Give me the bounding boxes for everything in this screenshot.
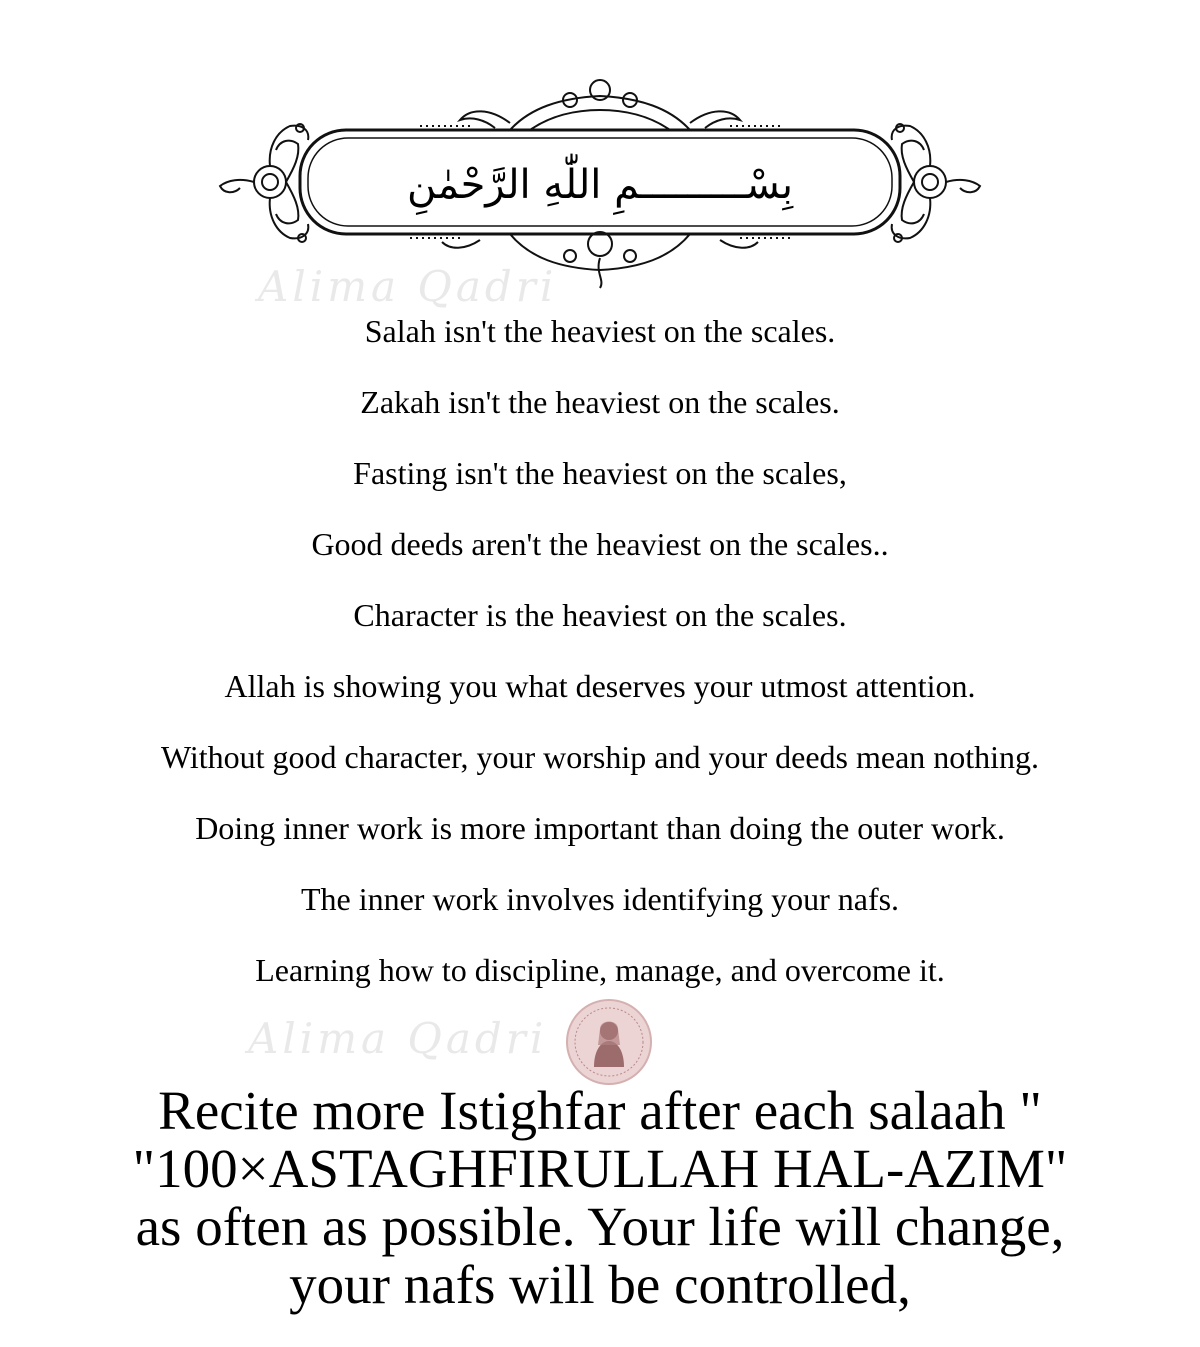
quote-line: Fasting isn't the heaviest on the scales, — [353, 455, 847, 491]
bismillah-text: بِسْـــــــــمِ اللّٰهِ الرَّحْمٰنِ — [407, 162, 793, 208]
closing-message — [0, 1082, 1200, 1314]
quote-line: Doing inner work is more important than doing the outer work. — [195, 810, 1005, 846]
quote-line: Good deeds aren't the heaviest on the scales.. — [311, 526, 889, 562]
watermark-top: Alima Qadri — [258, 262, 558, 311]
quote-line: Allah is showing you what deserves your utmost attention. — [224, 668, 976, 704]
quote-line: Learning how to discipline, manage, and overcome it. — [255, 952, 945, 988]
author-seal — [566, 999, 652, 1085]
quote-line: Salah isn't the heaviest on the scales. — [364, 313, 836, 349]
closing-line: "100×ASTAGHFIRULLAH HAL-AZIM" — [132, 1138, 1068, 1199]
quote-line: Zakah isn't the heaviest on the scales. — [360, 384, 840, 420]
quote-lines — [0, 308, 1200, 1018]
quote-line: The inner work involves identifying your nafs. — [300, 881, 900, 917]
quote-line: Character is the heaviest on the scales. — [353, 597, 847, 633]
closing-line: your nafs will be controlled, — [289, 1254, 911, 1315]
closing-line: as often as possible. Your life will change, — [135, 1196, 1065, 1257]
quote-line: Without good character, your worship and your deeds mean nothing. — [160, 739, 1040, 775]
seal-figure-icon — [568, 1001, 650, 1083]
closing-line: Recite more Istighfar after each salaah " — [158, 1080, 1042, 1141]
watermark-middle: Alima Qadri — [248, 1014, 548, 1063]
